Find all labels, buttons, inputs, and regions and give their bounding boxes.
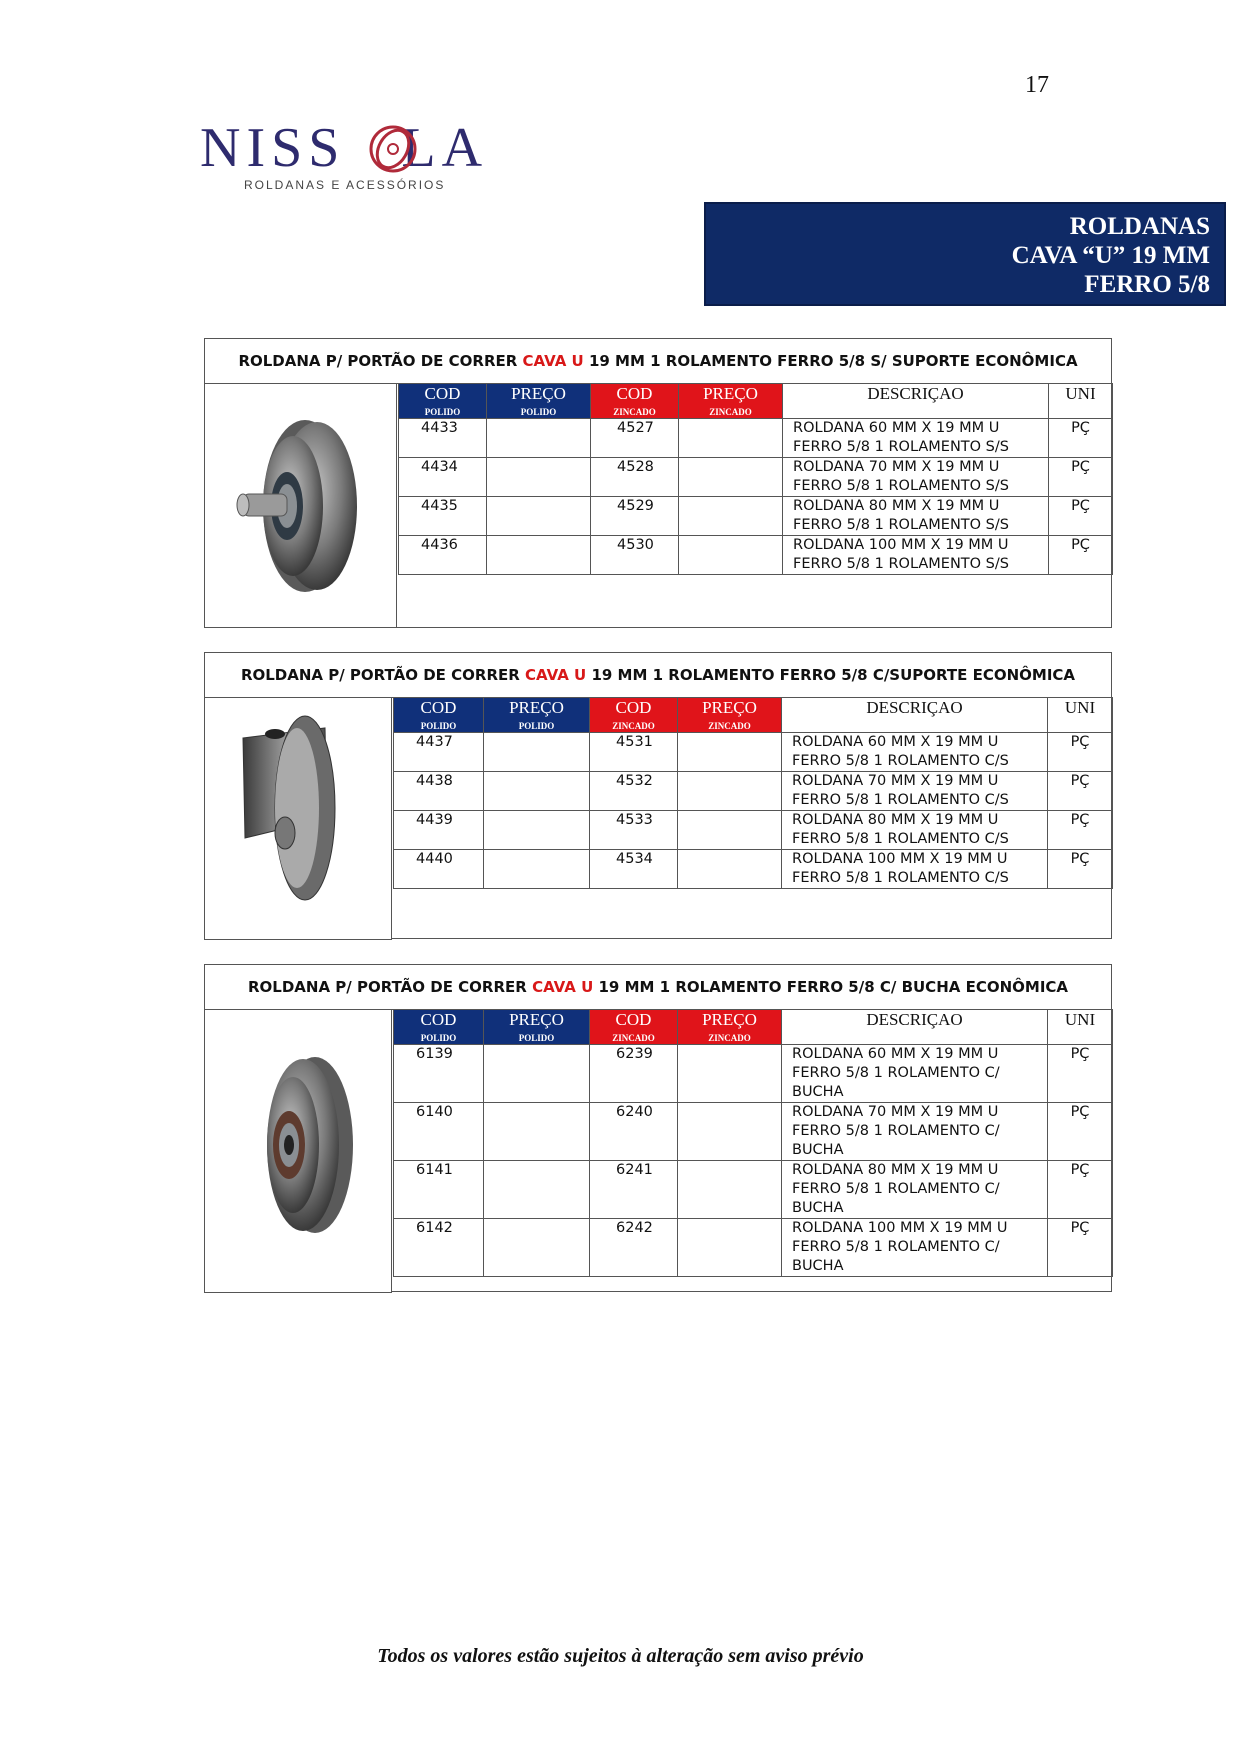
banner-line-1: ROLDANAS <box>1069 213 1210 240</box>
product-section <box>204 964 1112 1292</box>
cell-uni: PÇ <box>1048 1219 1113 1277</box>
cell-uni: PÇ <box>1048 772 1113 811</box>
header-descricao: DESCRIÇAO <box>783 384 1049 419</box>
section-title: ROLDANA P/ PORTÃO DE CORRER CAVA U 19 MM 1 ROLAMENTO FERRO 5/8 C/SUPORTE ECONÔMICA <box>205 653 1111 698</box>
cell-preco-polido <box>487 536 591 575</box>
cell-preco-zincado <box>679 458 783 497</box>
table-row <box>394 1045 1113 1103</box>
logo-tagline: ROLDANAS E ACESSÓRIOS <box>244 178 446 192</box>
table-row <box>394 1219 1113 1277</box>
header-cod-zincado: COD ZINCADO <box>590 698 678 733</box>
cell-preco-zincado <box>678 733 782 772</box>
table-row <box>394 733 1113 772</box>
cell-preco-zincado <box>678 1219 782 1277</box>
cell-preco-polido <box>484 772 590 811</box>
table-row <box>399 497 1113 536</box>
cell-cod-zincado: 4534 <box>590 850 678 889</box>
cell-uni: PÇ <box>1048 733 1113 772</box>
cell-preco-polido <box>484 811 590 850</box>
cell-preco-zincado <box>678 850 782 889</box>
logo-wordmark: NISS LA <box>200 117 489 179</box>
cell-cod-zincado: 4532 <box>590 772 678 811</box>
cell-preco-zincado <box>679 497 783 536</box>
page-number: 17 <box>1025 72 1049 98</box>
pulley-logo-icon <box>365 121 421 177</box>
cell-cod-polido: 4434 <box>399 458 487 497</box>
header-descricao: DESCRIÇAO <box>782 1010 1048 1045</box>
header-cod-polido: COD POLIDO <box>394 1010 484 1045</box>
table-row <box>399 458 1113 497</box>
header-uni: UNI <box>1048 1010 1113 1045</box>
cell-uni: PÇ <box>1048 850 1113 889</box>
table-row <box>394 772 1113 811</box>
cell-cod-polido: 4440 <box>394 850 484 889</box>
cell-descricao: ROLDANA 60 MM X 19 MM U FERRO 5/8 1 ROLAMENTO S/S <box>783 419 1049 458</box>
header-preco-zincado: PREÇO ZINCADO <box>679 384 783 419</box>
product-image <box>204 1009 392 1293</box>
cell-descricao: ROLDANA 100 MM X 19 MM U FERRO 5/8 1 ROLAMENTO S/S <box>783 536 1049 575</box>
cell-descricao: ROLDANA 80 MM X 19 MM U FERRO 5/8 1 ROLAMENTO S/S <box>783 497 1049 536</box>
cell-preco-zincado <box>678 1045 782 1103</box>
header-preco-polido: PREÇO POLIDO <box>484 1010 590 1045</box>
cell-cod-zincado: 6240 <box>590 1103 678 1161</box>
cell-uni: PÇ <box>1049 458 1113 497</box>
cell-descricao: ROLDANA 100 MM X 19 MM U FERRO 5/8 1 ROLAMENTO C/S <box>782 850 1048 889</box>
cell-descricao: ROLDANA 70 MM X 19 MM U FERRO 5/8 1 ROLAMENTO S/S <box>783 458 1049 497</box>
table-row <box>394 1161 1113 1219</box>
cell-descricao: ROLDANA 80 MM X 19 MM U FERRO 5/8 1 ROLAMENTO C/S <box>782 811 1048 850</box>
product-table <box>398 383 1113 575</box>
cell-cod-zincado: 6242 <box>590 1219 678 1277</box>
table-header-row <box>394 1010 1113 1045</box>
cell-cod-polido: 4439 <box>394 811 484 850</box>
cell-preco-zincado <box>678 1161 782 1219</box>
cell-cod-zincado: 4533 <box>590 811 678 850</box>
cell-cod-polido: 4438 <box>394 772 484 811</box>
cell-cod-polido: 6141 <box>394 1161 484 1219</box>
header-preco-zincado: PREÇO ZINCADO <box>678 1010 782 1045</box>
product-image <box>204 697 392 940</box>
cell-preco-polido <box>487 419 591 458</box>
cell-descricao: ROLDANA 80 MM X 19 MM U FERRO 5/8 1 ROLAMENTO C/ BUCHA <box>782 1161 1048 1219</box>
header-uni: UNI <box>1049 384 1113 419</box>
cell-uni: PÇ <box>1048 1161 1113 1219</box>
cell-preco-zincado <box>679 536 783 575</box>
header-preco-polido: PREÇO POLIDO <box>484 698 590 733</box>
cell-preco-zincado <box>678 811 782 850</box>
table-row <box>394 1103 1113 1161</box>
header-preco-zincado: PREÇO ZINCADO <box>678 698 782 733</box>
cell-descricao: ROLDANA 60 MM X 19 MM U FERRO 5/8 1 ROLAMENTO C/S <box>782 733 1048 772</box>
cell-cod-polido: 6142 <box>394 1219 484 1277</box>
product-table <box>393 697 1113 889</box>
pulley-bushing-icon <box>205 1010 391 1292</box>
cell-cod-polido: 6140 <box>394 1103 484 1161</box>
cell-cod-zincado: 6239 <box>590 1045 678 1103</box>
table-header-row <box>394 698 1113 733</box>
cell-cod-zincado: 6241 <box>590 1161 678 1219</box>
cell-descricao: ROLDANA 60 MM X 19 MM U FERRO 5/8 1 ROLAMENTO C/ BUCHA <box>782 1045 1048 1103</box>
product-table <box>393 1009 1113 1277</box>
cell-preco-zincado <box>678 1103 782 1161</box>
product-section <box>204 652 1112 939</box>
cell-preco-polido <box>484 1103 590 1161</box>
cell-cod-polido: 4436 <box>399 536 487 575</box>
product-section <box>204 338 1112 628</box>
cell-preco-polido <box>484 1219 590 1277</box>
section-title: ROLDANA P/ PORTÃO DE CORRER CAVA U 19 MM 1 ROLAMENTO FERRO 5/8 S/ SUPORTE ECONÔMICA <box>205 339 1111 384</box>
banner-line-3: FERRO 5/8 <box>1084 271 1210 298</box>
banner-line-2: CAVA “U” 19 MM <box>1011 242 1210 269</box>
header-descricao: DESCRIÇAO <box>782 698 1048 733</box>
cell-cod-zincado: 4529 <box>591 497 679 536</box>
cell-cod-zincado: 4530 <box>591 536 679 575</box>
cell-cod-polido: 4437 <box>394 733 484 772</box>
table-row <box>399 419 1113 458</box>
header-preco-polido: PREÇO POLIDO <box>487 384 591 419</box>
cell-preco-polido <box>487 497 591 536</box>
cell-preco-polido <box>484 1161 590 1219</box>
category-banner <box>704 202 1226 306</box>
section-title: ROLDANA P/ PORTÃO DE CORRER CAVA U 19 MM 1 ROLAMENTO FERRO 5/8 C/ BUCHA ECONÔMICA <box>205 965 1111 1010</box>
cell-uni: PÇ <box>1048 811 1113 850</box>
table-row <box>399 536 1113 575</box>
cell-cod-polido: 6139 <box>394 1045 484 1103</box>
cell-cod-zincado: 4527 <box>591 419 679 458</box>
cell-cod-zincado: 4531 <box>590 733 678 772</box>
product-image <box>204 383 397 628</box>
cell-uni: PÇ <box>1048 1103 1113 1161</box>
header-cod-zincado: COD ZINCADO <box>591 384 679 419</box>
cell-descricao: ROLDANA 70 MM X 19 MM U FERRO 5/8 1 ROLAMENTO C/ BUCHA <box>782 1103 1048 1161</box>
header-cod-polido: COD POLIDO <box>399 384 487 419</box>
cell-uni: PÇ <box>1049 419 1113 458</box>
cell-preco-polido <box>484 850 590 889</box>
cell-cod-zincado: 4528 <box>591 458 679 497</box>
cell-preco-zincado <box>678 772 782 811</box>
table-row <box>394 850 1113 889</box>
header-cod-polido: COD POLIDO <box>394 698 484 733</box>
cell-uni: PÇ <box>1049 497 1113 536</box>
table-header-row <box>399 384 1113 419</box>
cell-preco-polido <box>484 1045 590 1103</box>
cell-preco-zincado <box>679 419 783 458</box>
cell-descricao: ROLDANA 70 MM X 19 MM U FERRO 5/8 1 ROLAMENTO C/S <box>782 772 1048 811</box>
table-row <box>394 811 1113 850</box>
cell-uni: PÇ <box>1049 536 1113 575</box>
pulley-wheel-icon <box>205 384 396 627</box>
cell-cod-polido: 4433 <box>399 419 487 458</box>
footer-note: Todos os valores estão sujeitos à alteração sem aviso prévio <box>377 1645 864 1667</box>
cell-descricao: ROLDANA 100 MM X 19 MM U FERRO 5/8 1 ROLAMENTO C/ BUCHA <box>782 1219 1048 1277</box>
cell-preco-polido <box>484 733 590 772</box>
company-logo <box>200 118 490 198</box>
header-cod-zincado: COD ZINCADO <box>590 1010 678 1045</box>
cell-cod-polido: 4435 <box>399 497 487 536</box>
cell-preco-polido <box>487 458 591 497</box>
header-uni: UNI <box>1048 698 1113 733</box>
cell-uni: PÇ <box>1048 1045 1113 1103</box>
pulley-with-bracket-icon <box>205 698 391 939</box>
